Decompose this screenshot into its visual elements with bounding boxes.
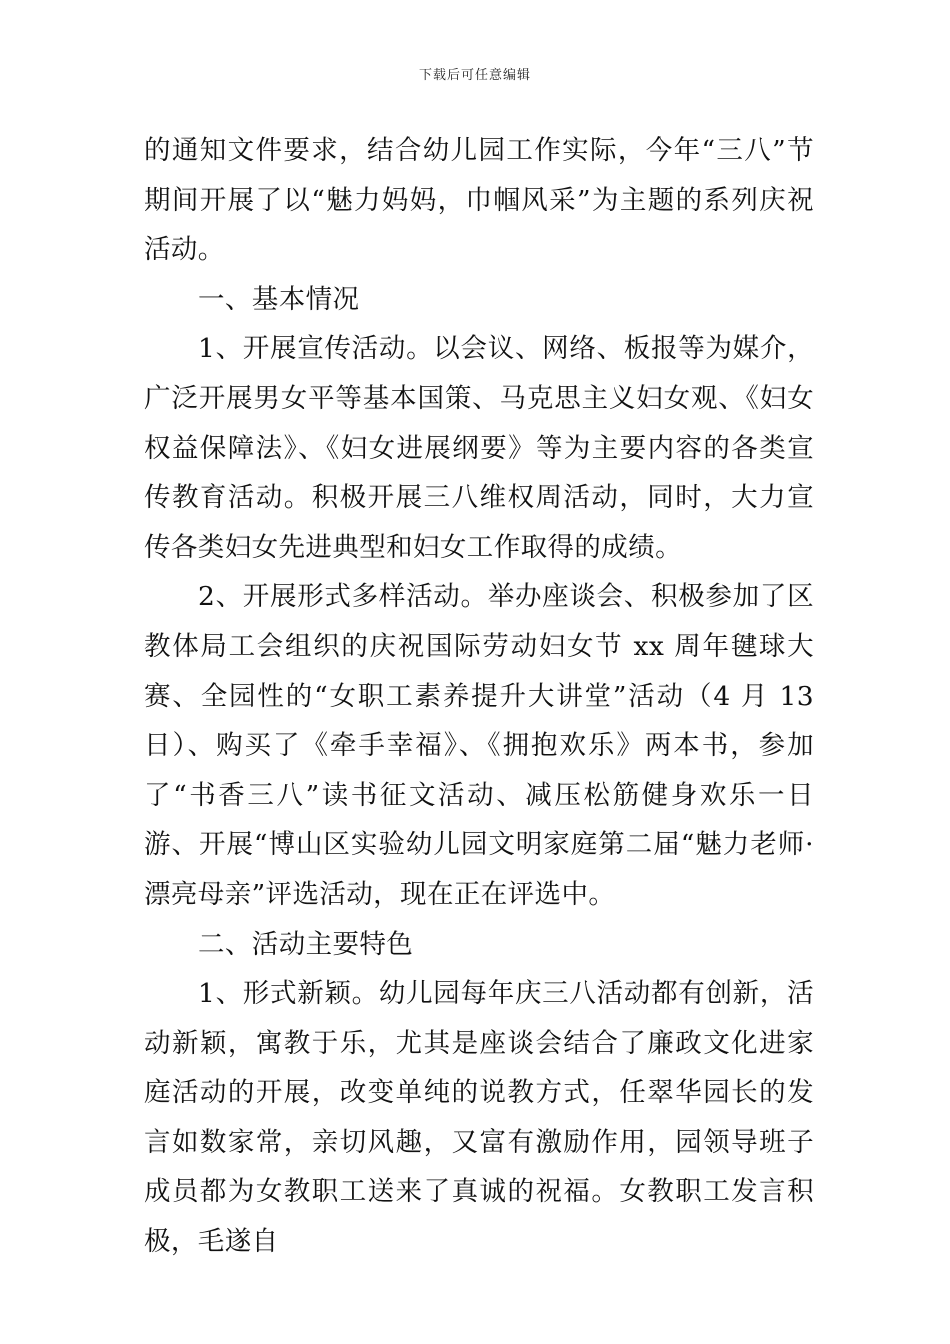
paragraph-publicity-activities: 1、开展宣传活动。以会议、网络、板报等为媒介，广泛开展男女平等基本国策、马克思主义妇女观、《妇女权益保障法》、《妇女进展纲要》等为主要内容的各类宣传教育活动。积极开展三八维权周活动，同时，大力宣传各类妇女先进典型和妇女工作取得的成绩。 — [144, 333, 814, 563]
paragraph-novel-format: 1、形式新颖。幼儿园每年庆三八活动都有创新，活动新颖，寓教于乐，尤其是座谈会结合了廉政文化进家庭活动的开展，改变单纯的说教方式，任翠华园长的发言如数家常，亲切风趣，又富有激励作用，园领导班子成员都为女教职工送来了真诚的祝福。女教职工发言积极，毛遂自 — [144, 978, 814, 1258]
section-heading-main-features: 二、活动主要特色 — [198, 928, 414, 960]
document-body — [144, 126, 814, 1267]
section-heading-basic-situation: 一、基本情况 — [198, 283, 360, 315]
paragraph-intro: 的通知文件要求，结合幼儿园工作实际，今年“三八”节期间开展了以“魅力妈妈，巾帼风采”为主题的系列庆祝活动。 — [144, 135, 814, 266]
page-header: 下载后可任意编辑 — [418, 68, 531, 83]
paragraph-diverse-activities: 2、开展形式多样活动。举办座谈会、积极参加了区教体局工会组织的庆祝国际劳动妇女节 xx 周年毽球大赛、全园性的“女职工素养提升大讲堂”活动（4 月 13 日）、购买了《牵手幸福》、《拥抱欢乐》两本书，参加了“书香三八”读书征文活动、减压松筋健身欢乐一日游、开展“博山区实验幼儿园文明家庭第二届“魅力老师·漂亮母亲”评选活动，现在正在评选中。 — [144, 581, 814, 910]
